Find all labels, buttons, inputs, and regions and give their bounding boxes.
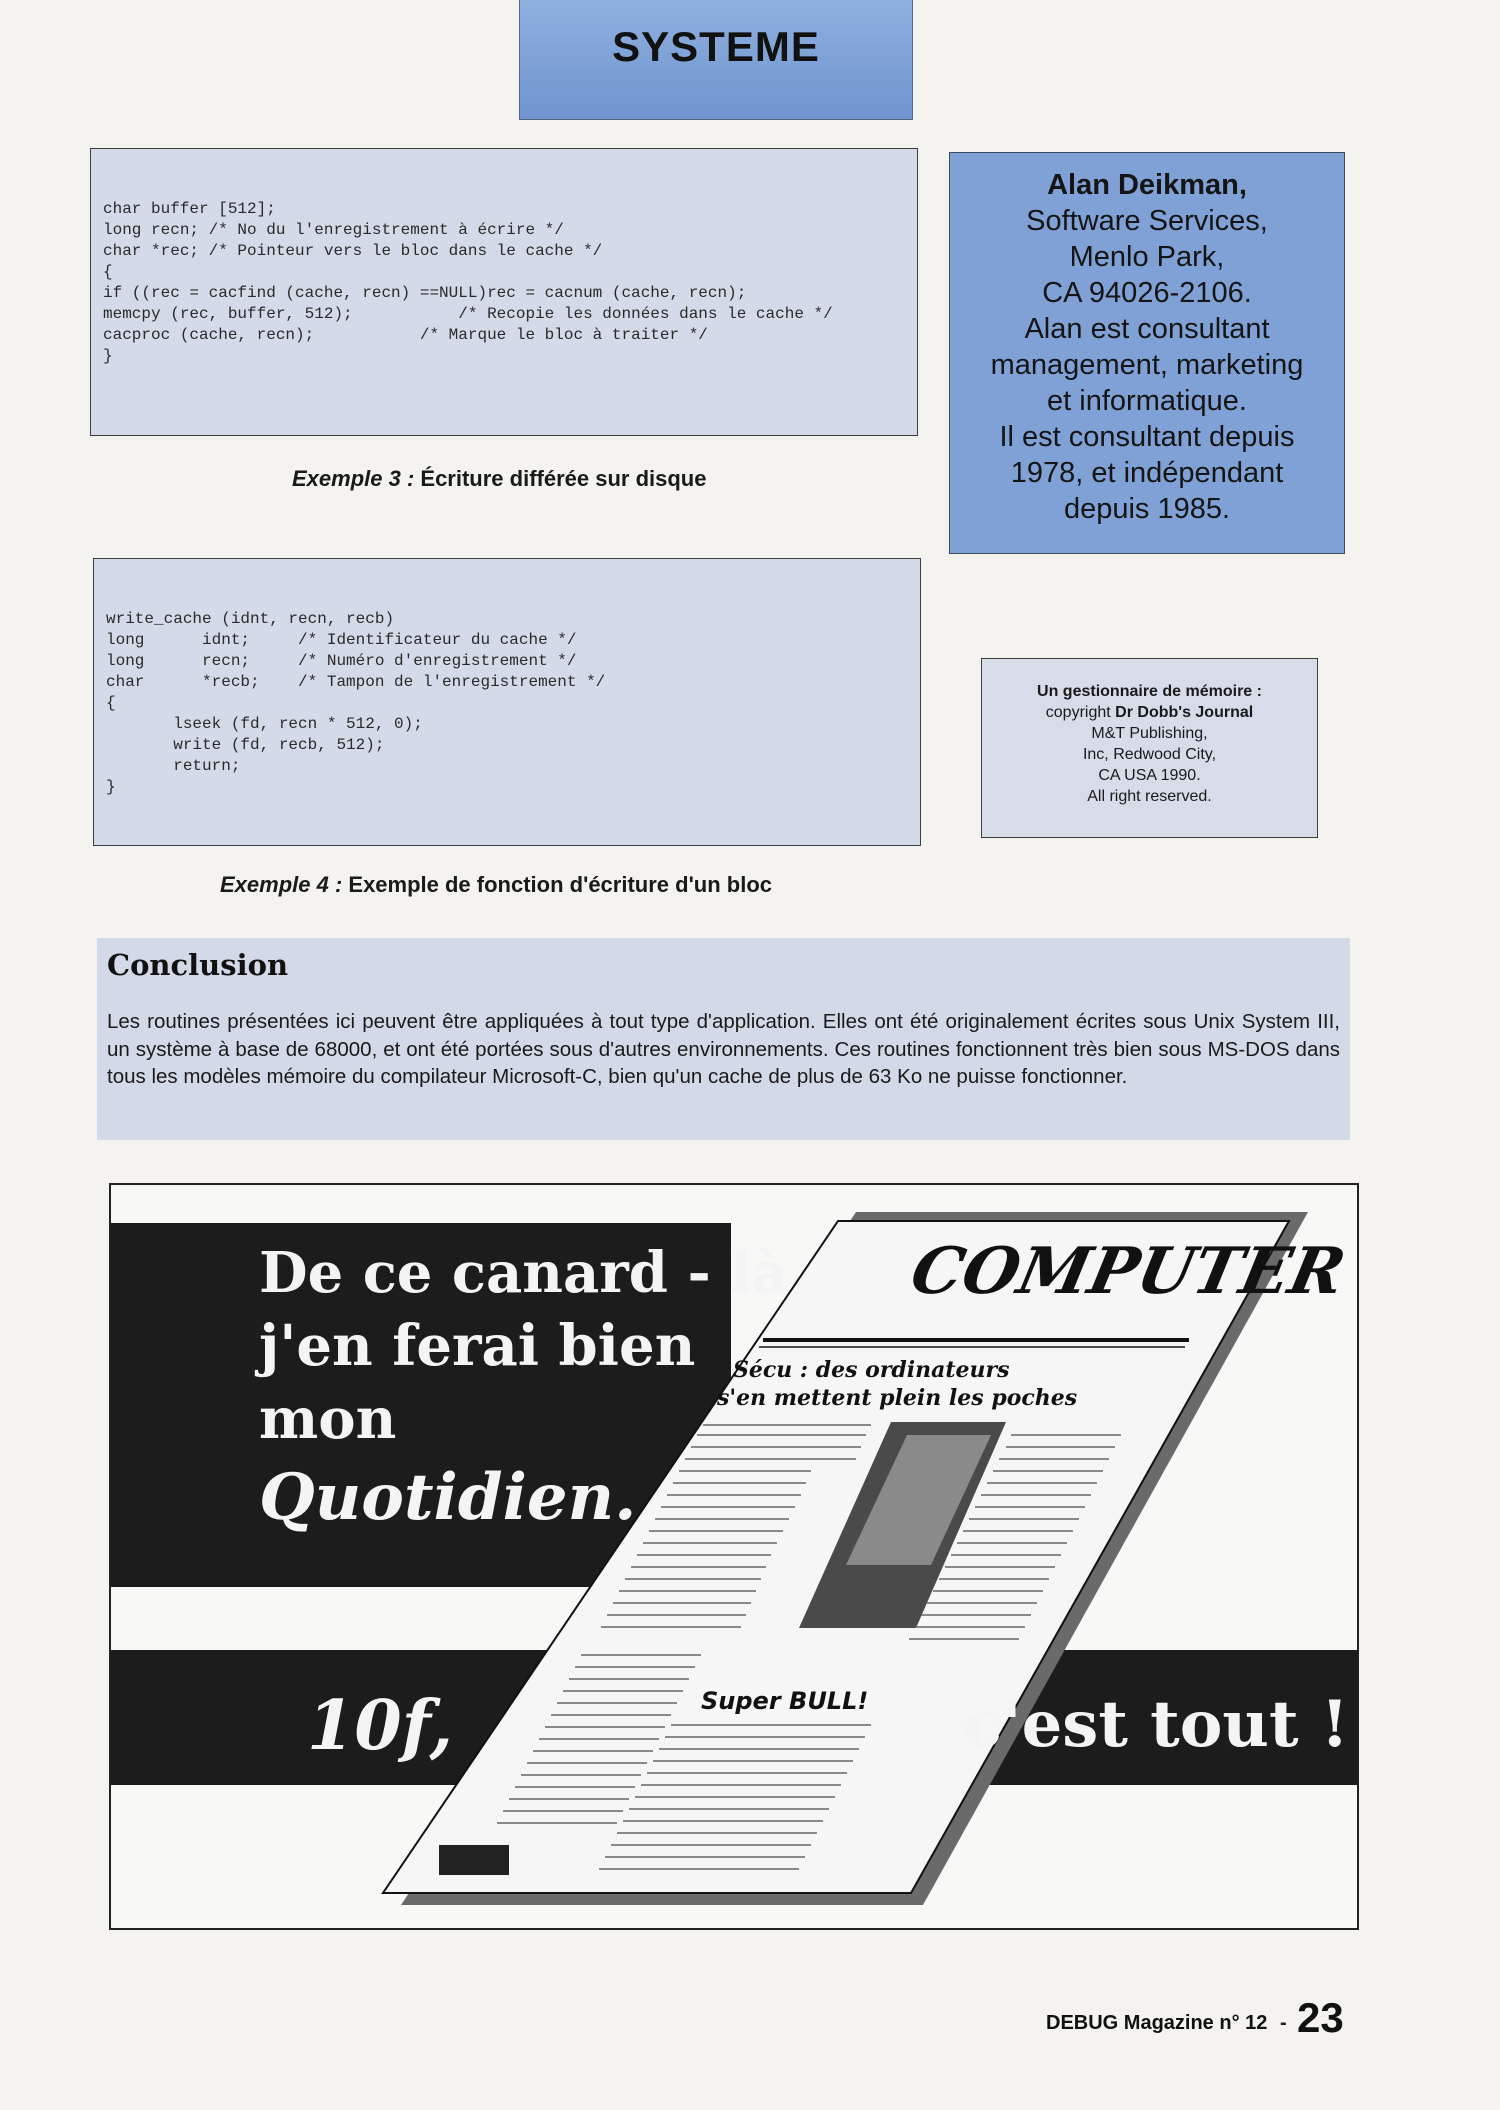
author-box <box>949 152 1345 554</box>
conclusion-section <box>97 938 1350 1140</box>
page-number: 23 <box>1297 1994 1344 2041</box>
author-line: CA 94026-2106. <box>1042 277 1252 309</box>
author-line: depuis 1985. <box>1063 493 1231 525</box>
caption-label: Exemple 3 : <box>292 466 415 491</box>
advert-headline-line: De ce canard - là <box>259 1240 788 1306</box>
code-example-4: write_cache (idnt, recn, recb) long idnt; /* Identificateur du cache */ long recn; /* Numéro d'enregistrement */ char *recb; /* Tampon de l'enregistrement */ { lseek (fd, recn * 512, 0); write (fd, recb, 512); return; } <box>93 558 921 846</box>
newspaper-masthead: COMPUTER <box>904 1233 1352 1309</box>
copyright-line: CA USA 1990. <box>1098 767 1201 784</box>
caption-example-4 <box>220 872 772 898</box>
caption-example-3 <box>292 466 706 492</box>
author-name: Alan Deikman, <box>1047 169 1247 201</box>
caption-text: Écriture différée sur disque <box>414 466 707 491</box>
footer-magazine: DEBUG Magazine n° 12 <box>1046 2012 1268 2034</box>
author-line: Menlo Park, <box>1069 241 1225 273</box>
copyright-line: All right reserved. <box>1087 788 1212 805</box>
advert-headline-line: j'en ferai bien <box>259 1313 696 1379</box>
advert-tagline: c'est tout ! <box>963 1687 1349 1762</box>
newspaper-bottom-logo <box>439 1845 509 1875</box>
advert-artwork <box>111 1185 1359 1930</box>
caption-label: Exemple 4 : <box>220 872 343 897</box>
conclusion-heading: Conclusion <box>107 948 289 982</box>
footer-separator: - <box>1280 2012 1287 2034</box>
copyright-line: Inc, Redwood City, <box>1082 746 1217 763</box>
journal-name: Dr Dobb's Journal <box>1115 704 1254 721</box>
advert-price: 10f, <box>307 1686 454 1766</box>
caption-text: Exemple de fonction d'écriture d'un bloc <box>342 872 773 897</box>
newspaper-headline: s'en mettent plein les poches <box>717 1385 1078 1411</box>
copyright-box <box>981 658 1318 838</box>
author-line: et informatique. <box>1047 385 1247 417</box>
copyright-prefix: copyright <box>1045 704 1116 721</box>
code-example-3: char buffer [512]; long recn; /* No du l'enregistrement à écrire */ char *rec; /* Pointeur vers le bloc dans le cache */ { if ((rec = cacfind (cache, recn) ==NULL)rec = cacnum (cache, recn); memcpy (rec, buffer, 512); /* Recopie les données dans le cache */ cacproc (cache, recn); /* Marque le bloc à traiter */ } <box>90 148 918 436</box>
section-title: SYSTEME <box>612 22 820 70</box>
advertisement <box>109 1183 1359 1930</box>
advert-headline-emphasis: Quotidien. <box>259 1460 637 1535</box>
copyright-line: M&T Publishing, <box>1091 725 1208 742</box>
author-line: Alan est consultant <box>1024 313 1270 345</box>
section-header-tab <box>519 0 913 120</box>
author-line: Il est consultant depuis <box>999 421 1295 453</box>
author-line: management, marketing <box>990 349 1304 381</box>
newspaper-bottom-headline: Super BULL! <box>701 1687 869 1715</box>
conclusion-body: Les routines présentées ici peuvent être appliquées à tout type d'application. Elles ont été originalement écrites sous Unix System III, un système à base de 68000, et ont été portées sous d'autres environnements. Ces routines fonctionnent très bien sous MS-DOS dans tous les modèles mémoire du compilateur Microsoft-C, bien qu'un cache de plus de 63 Ko ne puisse fonctionner. <box>107 1010 1340 1088</box>
advert-headline-line: mon <box>259 1386 397 1452</box>
copyright-journal-line <box>982 702 1317 723</box>
copyright-title: Un gestionnaire de mémoire : <box>1037 683 1262 700</box>
author-line: Software Services, <box>1026 205 1268 237</box>
author-line: 1978, et indépendant <box>1010 457 1284 489</box>
newspaper-headline: Sécu : des ordinateurs <box>733 1357 1010 1383</box>
